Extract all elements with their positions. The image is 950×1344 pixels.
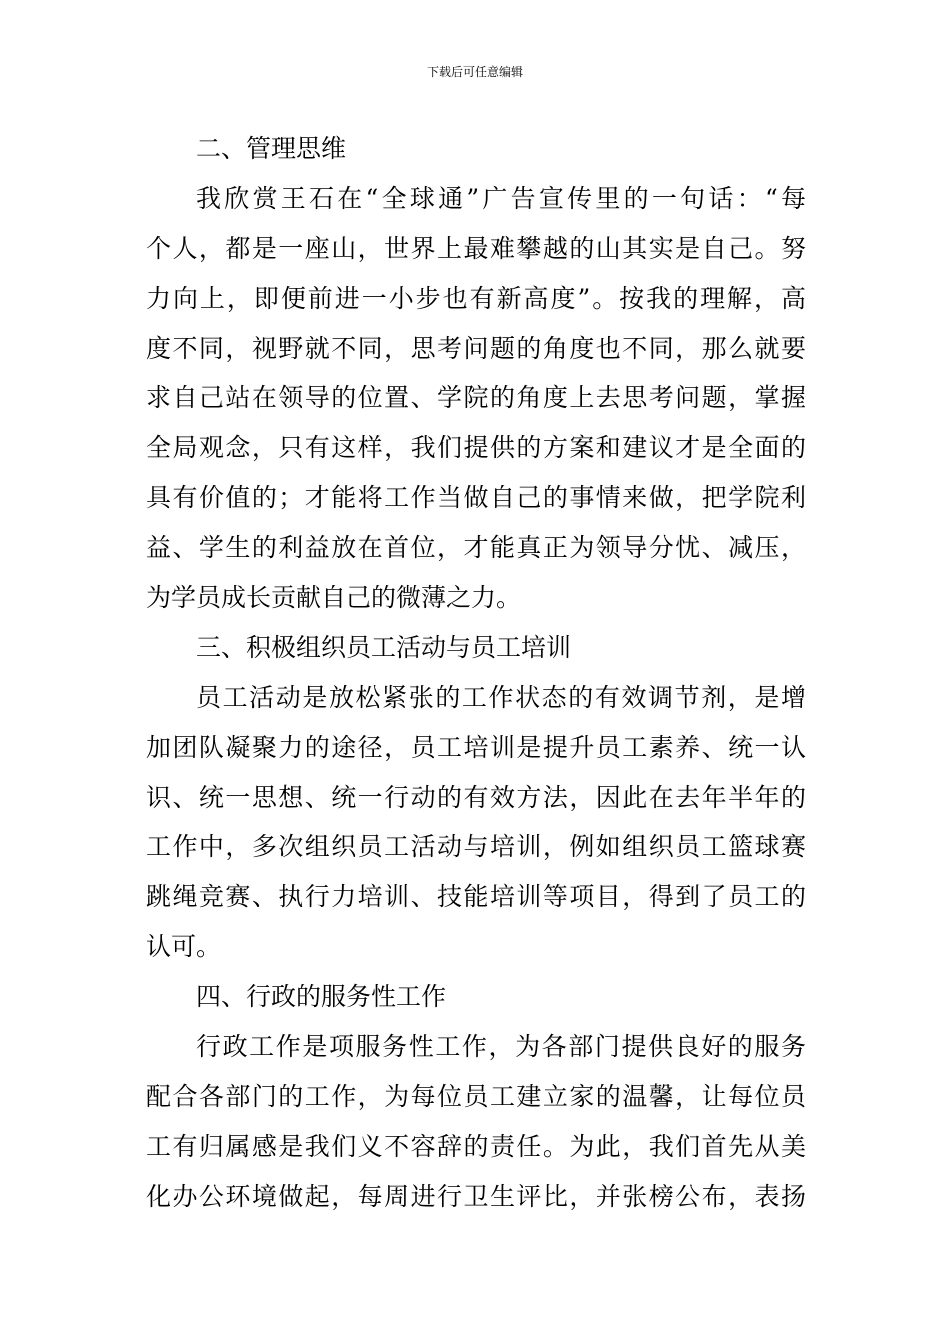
- paragraph-line: 跳绳竞赛、执行力培训、技能培训等项目，得到了员工的: [146, 882, 806, 912]
- paragraph-line: 行政工作是项服务性工作，为各部门提供良好的服务: [196, 1032, 806, 1062]
- paragraph-line: 具有价值的；才能将工作当做自己的事情来做，把学院利: [146, 483, 806, 513]
- paragraph-line: 力向上，即便前进一小步也有新高度”。按我的理解，高: [146, 283, 806, 313]
- paragraph-line: 为学员成长贡献自己的微薄之力。: [146, 583, 522, 613]
- paragraph-line: 求自己站在领导的位置、学院的角度上去思考问题，掌握: [146, 383, 806, 413]
- paragraph-line: 员工活动是放松紧张的工作状态的有效调节剂，是增: [196, 682, 806, 712]
- paragraph-line: 识、统一思想、统一行动的有效方法，因此在去年半年的: [146, 782, 806, 812]
- document-body: [146, 124, 806, 1222]
- paragraph-line: 化办公环境做起，每周进行卫生评比，并张榜公布，表扬: [146, 1181, 806, 1211]
- paragraph-line: 个人，都是一座山，世界上最难攀越的山其实是自己。努: [146, 233, 806, 263]
- paragraph-line: 工有归属感是我们义不容辞的责任。为此，我们首先从美: [146, 1131, 806, 1161]
- section-heading-service-work: 四、行政的服务性工作: [196, 982, 447, 1012]
- paragraph-line: 全局观念，只有这样，我们提供的方案和建议才是全面的: [146, 433, 806, 463]
- paragraph-line: 益、学生的利益放在首位，才能真正为领导分忧、减压，: [146, 533, 806, 563]
- paragraph-line: 我欣赏王石在“全球通”广告宣传里的一句话：“每: [196, 183, 806, 213]
- paragraph-line: 加团队凝聚力的途径，员工培训是提升员工素养、统一认: [146, 732, 806, 762]
- paragraph-line: 工作中，多次组织员工活动与培训，例如组织员工篮球赛: [146, 832, 806, 862]
- page-header: 下载后可任意编辑: [426, 65, 523, 79]
- section-heading-management-thinking: 二、管理思维: [196, 134, 347, 163]
- paragraph-line: 度不同，视野就不同，思考问题的角度也不同，那么就要: [146, 333, 806, 363]
- paragraph-line: 认可。: [146, 932, 222, 962]
- section-heading-employee-activities: 三、积极组织员工活动与员工培训: [196, 632, 572, 662]
- paragraph-line: 配合各部门的工作，为每位员工建立家的温馨，让每位员: [146, 1081, 806, 1111]
